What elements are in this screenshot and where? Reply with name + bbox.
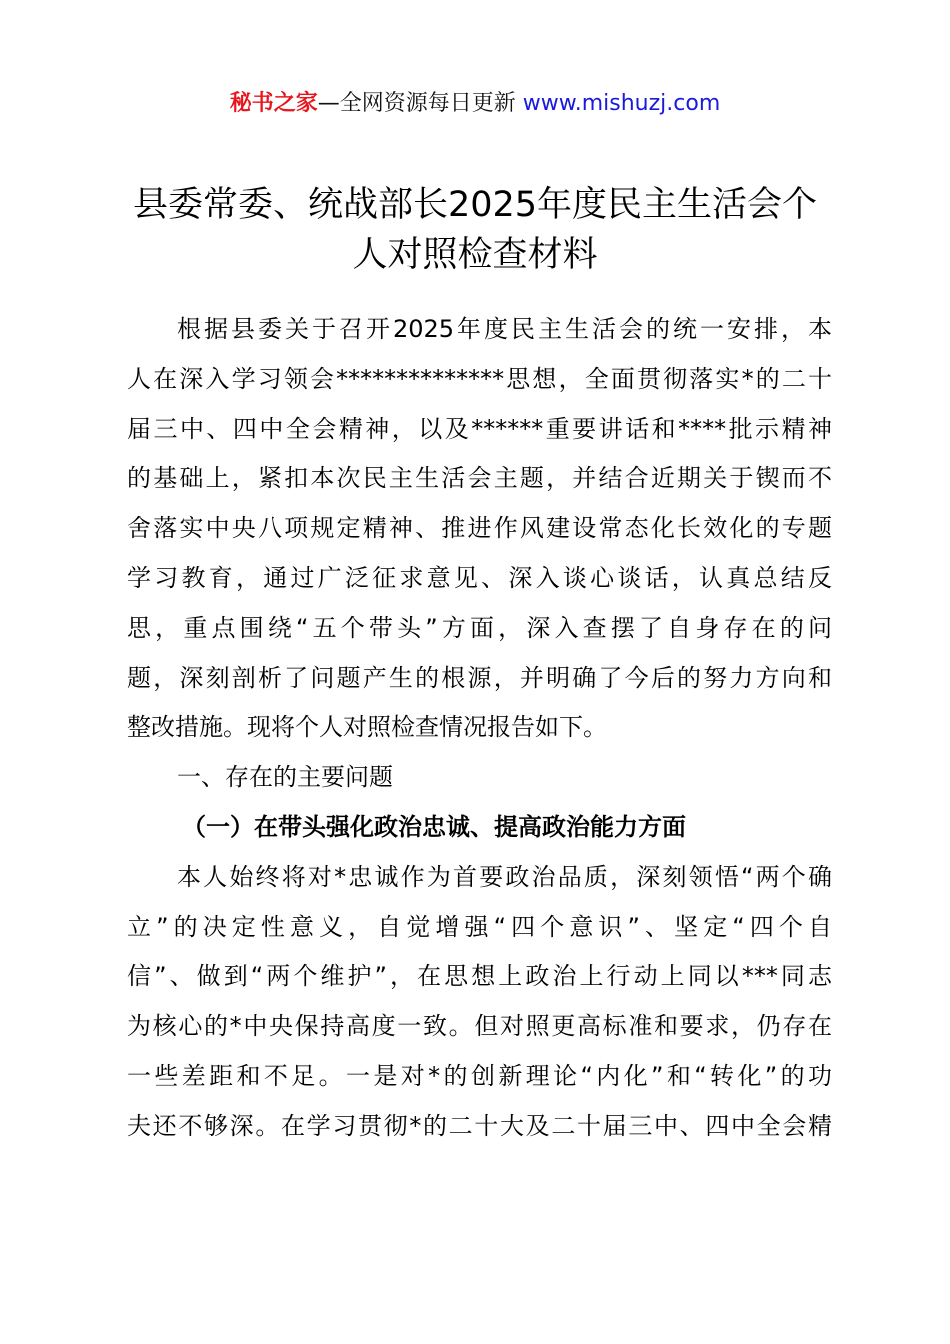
paragraph-line: 夫还不够深。在学习贯彻*的二十大及二十届三中、四中全会精 (127, 1111, 832, 1140)
paragraph-line: 舍落实中央八项规定精神、推进作风建设常态化长效化的专题 (127, 514, 832, 543)
banner-url[interactable]: www.mishuzj.com (522, 91, 721, 116)
paragraph-line: 人在深入学习领会**************思想，全面贯彻落实*的二十 (127, 364, 832, 393)
paragraph-line: 题，深刻剖析了问题产生的根源，并明确了今后的努力方向和 (127, 663, 832, 692)
document-body (127, 305, 832, 1152)
paragraph-line: 立”的决定性意义，自觉增强“四个意识”、坚定“四个自 (127, 912, 832, 941)
banner-tagline: —全网资源每日更新 (317, 91, 523, 116)
document-title (100, 180, 850, 280)
banner-brand: 秘书之家 (229, 91, 318, 116)
title-line: 人对照检查材料 (352, 235, 598, 275)
paragraph-line: 一些差距和不足。一是对*的创新理论“内化”和“转化”的功 (127, 1061, 832, 1090)
section-heading: 一、存在的主要问题 (177, 763, 393, 792)
subsection-heading: （一）在带头强化政治忠诚、提高政治能力方面 (182, 812, 686, 841)
paragraph-line: 的基础上，紧扣本次民主生活会主题，并结合近期关于锲而不 (127, 464, 832, 493)
paragraph-line: 思，重点围绕“五个带头”方面，深入查摆了自身存在的问 (127, 613, 832, 642)
site-banner (0, 86, 950, 122)
paragraph-line: 为核心的*中央保持高度一致。但对照更高标准和要求，仍存在 (127, 1012, 832, 1041)
paragraph-line: 学习教育，通过广泛征求意见、深入谈心谈话，认真总结反 (127, 563, 832, 592)
paragraph-line: 根据县委关于召开2025年度民主生活会的统一安排，本 (177, 315, 832, 343)
paragraph-line: 整改措施。现将个人对照检查情况报告如下。 (127, 713, 607, 742)
paragraph-line: 信”、做到“两个维护”，在思想上政治上行动上同以***同志 (127, 962, 832, 991)
title-line: 县委常委、统战部长2025年度民主生活会个 (132, 185, 818, 225)
paragraph-line: 本人始终将对*忠诚作为首要政治品质，深刻领悟“两个确 (177, 862, 832, 891)
paragraph-line: 届三中、四中全会精神，以及******重要讲话和****批示精神 (127, 414, 832, 443)
